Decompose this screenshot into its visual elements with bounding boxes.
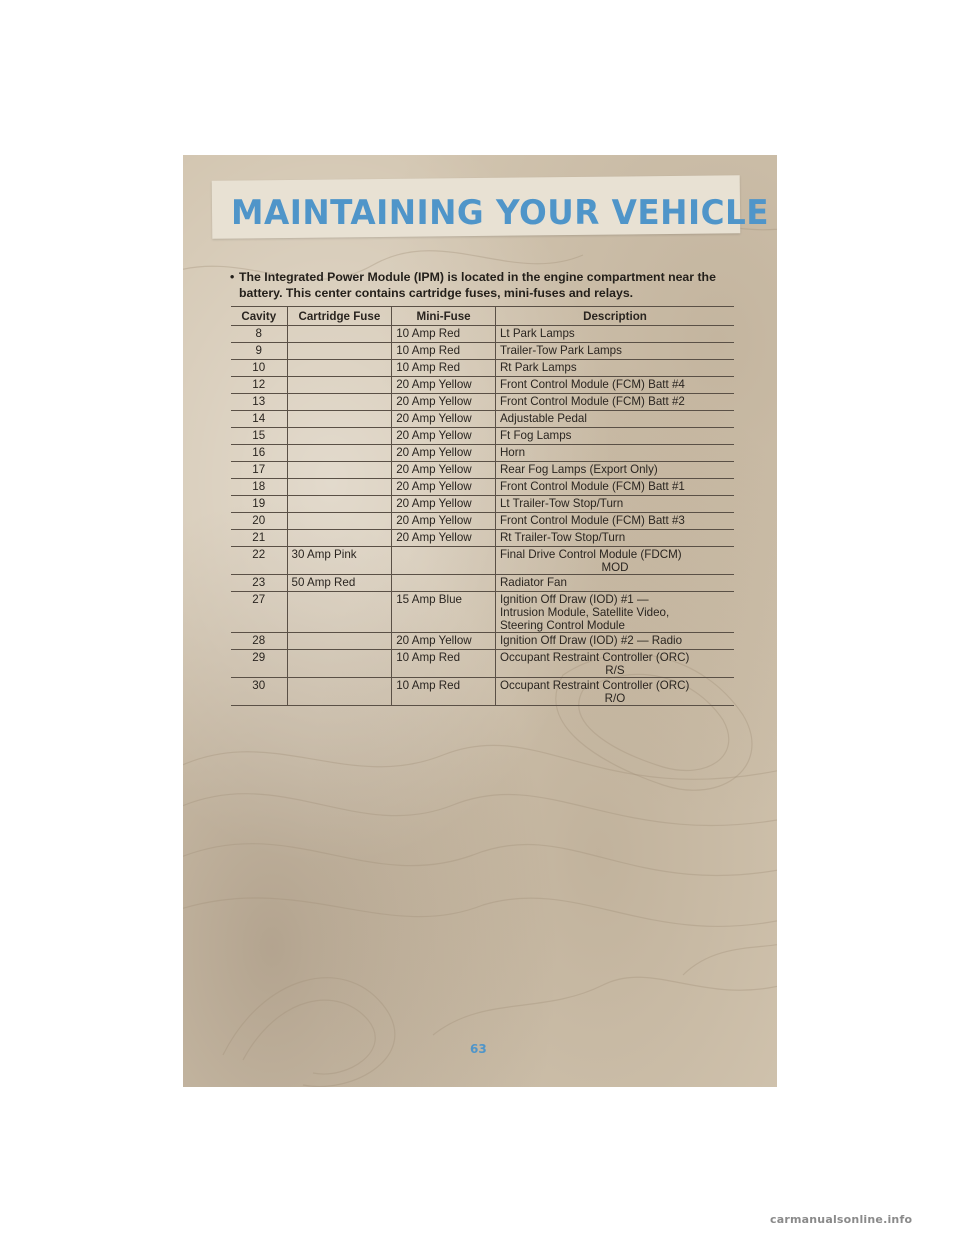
description-line: Radiator Fan (499, 576, 567, 589)
cartridge-fuse-cell (287, 445, 392, 462)
mini-fuse-cell (392, 547, 496, 575)
description-line: Occupant Restraint Controller (ORC) (499, 679, 690, 692)
description-cell (495, 592, 734, 633)
cartridge-fuse-cell (287, 530, 392, 547)
mini-fuse-cell: 20 Amp Yellow (392, 513, 496, 530)
cavity-cell: 16 (231, 445, 287, 462)
bullet: • (230, 270, 235, 284)
cartridge-fuse-cell (287, 462, 392, 479)
header-mini-fuse: Mini-Fuse (392, 307, 496, 326)
description-cell (495, 445, 734, 462)
mini-fuse-cell: 20 Amp Yellow (392, 479, 496, 496)
description-cell (495, 428, 734, 445)
cartridge-fuse-cell (287, 428, 392, 445)
table-row (231, 496, 734, 513)
table-row (231, 592, 734, 633)
description-cell (495, 326, 734, 343)
table-row (231, 411, 734, 428)
table-row (231, 360, 734, 377)
description-line: Occupant Restraint Controller (ORC) (499, 651, 690, 664)
mini-fuse-cell: 20 Amp Yellow (392, 496, 496, 513)
mini-fuse-cell: 20 Amp Yellow (392, 411, 496, 428)
cartridge-fuse-cell (287, 479, 392, 496)
description-cell (495, 479, 734, 496)
description-cell (495, 530, 734, 547)
description-cell (495, 547, 734, 575)
page-title: MAINTAINING YOUR VEHICLE (231, 193, 770, 233)
table-row (231, 428, 734, 445)
description-line: Adjustable Pedal (499, 412, 587, 425)
description-cell (495, 633, 734, 650)
mini-fuse-cell: 20 Amp Yellow (392, 445, 496, 462)
description-line: Front Control Module (FCM) Batt #2 (499, 395, 685, 408)
table-row (231, 326, 734, 343)
manual-page (183, 155, 777, 1087)
description-line: Lt Trailer-Tow Stop/Turn (499, 497, 624, 510)
description-line: Front Control Module (FCM) Batt #3 (499, 514, 685, 527)
description-cell (495, 575, 734, 592)
watermark-text: carmanualsonline.info (770, 1213, 913, 1226)
cartridge-fuse-cell (287, 343, 392, 360)
mini-fuse-cell: 10 Amp Red (392, 343, 496, 360)
description-line: Rt Park Lamps (499, 361, 577, 374)
cartridge-fuse-cell (287, 360, 392, 377)
description-cell (495, 678, 734, 706)
cavity-cell: 22 (231, 547, 287, 575)
description-line: Ft Fog Lamps (499, 429, 572, 442)
table-row (231, 530, 734, 547)
description-line: Front Control Module (FCM) Batt #4 (499, 378, 685, 391)
description-line: Lt Park Lamps (499, 327, 575, 340)
description-cell (495, 650, 734, 678)
cavity-cell: 8 (231, 326, 287, 343)
fuse-table (231, 306, 734, 706)
description-line: Ignition Off Draw (IOD) #2 — Radio (499, 634, 683, 647)
cavity-cell: 12 (231, 377, 287, 394)
description-line: Final Drive Control Module (FDCM) (499, 548, 682, 561)
mini-fuse-cell: 20 Amp Yellow (392, 394, 496, 411)
description-cell (495, 360, 734, 377)
description-cell (495, 513, 734, 530)
cavity-cell: 27 (231, 592, 287, 633)
cavity-cell: 28 (231, 633, 287, 650)
cartridge-fuse-cell (287, 496, 392, 513)
description-cell (495, 496, 734, 513)
description-line: Ignition Off Draw (IOD) #1 — (499, 593, 649, 606)
description-line: MOD (601, 561, 629, 574)
table-row (231, 479, 734, 496)
mini-fuse-cell: 10 Amp Red (392, 678, 496, 706)
table-row (231, 650, 734, 678)
table-row (231, 575, 734, 592)
cavity-cell: 29 (231, 650, 287, 678)
cavity-cell: 9 (231, 343, 287, 360)
description-cell (495, 343, 734, 360)
cavity-cell: 23 (231, 575, 287, 592)
table-header-row (231, 307, 734, 326)
header-cartridge-fuse: Cartridge Fuse (287, 307, 392, 326)
intro-text: The Integrated Power Module (IPM) is located in the engine compartment near the battery. This center contains cartridge fuses, mini-fuses and relays. (239, 270, 716, 300)
description-line: R/S (605, 664, 625, 677)
cavity-cell: 18 (231, 479, 287, 496)
table-row (231, 394, 734, 411)
cavity-cell: 14 (231, 411, 287, 428)
cartridge-fuse-cell (287, 326, 392, 343)
cavity-cell: 21 (231, 530, 287, 547)
cartridge-fuse-cell (287, 411, 392, 428)
description-line: R/O (604, 692, 626, 705)
description-line: Rt Trailer-Tow Stop/Turn (499, 531, 626, 544)
mini-fuse-cell: 20 Amp Yellow (392, 428, 496, 445)
mini-fuse-cell: 20 Amp Yellow (392, 462, 496, 479)
cartridge-fuse-cell (287, 394, 392, 411)
intro-paragraph (230, 269, 750, 301)
description-line: Trailer-Tow Park Lamps (499, 344, 622, 357)
description-cell (495, 394, 734, 411)
description-line: Horn (499, 446, 526, 459)
description-line: Steering Control Module (499, 619, 625, 632)
cavity-cell: 15 (231, 428, 287, 445)
cartridge-fuse-cell: 30 Amp Pink (287, 547, 392, 575)
cartridge-fuse-cell (287, 633, 392, 650)
table-row (231, 445, 734, 462)
table-row (231, 462, 734, 479)
cavity-cell: 20 (231, 513, 287, 530)
description-cell (495, 411, 734, 428)
table-row (231, 513, 734, 530)
description-cell (495, 377, 734, 394)
mini-fuse-cell: 20 Amp Yellow (392, 377, 496, 394)
mini-fuse-cell: 10 Amp Red (392, 326, 496, 343)
cavity-cell: 30 (231, 678, 287, 706)
mini-fuse-cell: 10 Amp Red (392, 650, 496, 678)
mini-fuse-cell (392, 575, 496, 592)
mini-fuse-cell: 15 Amp Blue (392, 592, 496, 633)
mini-fuse-cell: 10 Amp Red (392, 360, 496, 377)
table-row (231, 547, 734, 575)
cavity-cell: 13 (231, 394, 287, 411)
cartridge-fuse-cell (287, 377, 392, 394)
description-line: Front Control Module (FCM) Batt #1 (499, 480, 685, 493)
cavity-cell: 17 (231, 462, 287, 479)
description-line: Intrusion Module, Satellite Video, (499, 606, 670, 619)
header-description: Description (495, 307, 734, 326)
table-row (231, 678, 734, 706)
cavity-cell: 19 (231, 496, 287, 513)
mini-fuse-cell: 20 Amp Yellow (392, 530, 496, 547)
cartridge-fuse-cell (287, 513, 392, 530)
description-line: Rear Fog Lamps (Export Only) (499, 463, 658, 476)
cartridge-fuse-cell (287, 592, 392, 633)
page-number: 63 (470, 1042, 487, 1056)
cavity-cell: 10 (231, 360, 287, 377)
description-cell (495, 462, 734, 479)
cartridge-fuse-cell (287, 678, 392, 706)
cartridge-fuse-cell: 50 Amp Red (287, 575, 392, 592)
table-row (231, 343, 734, 360)
cartridge-fuse-cell (287, 650, 392, 678)
header-cavity: Cavity (231, 307, 287, 326)
mini-fuse-cell: 20 Amp Yellow (392, 633, 496, 650)
table-row (231, 377, 734, 394)
table-row (231, 633, 734, 650)
